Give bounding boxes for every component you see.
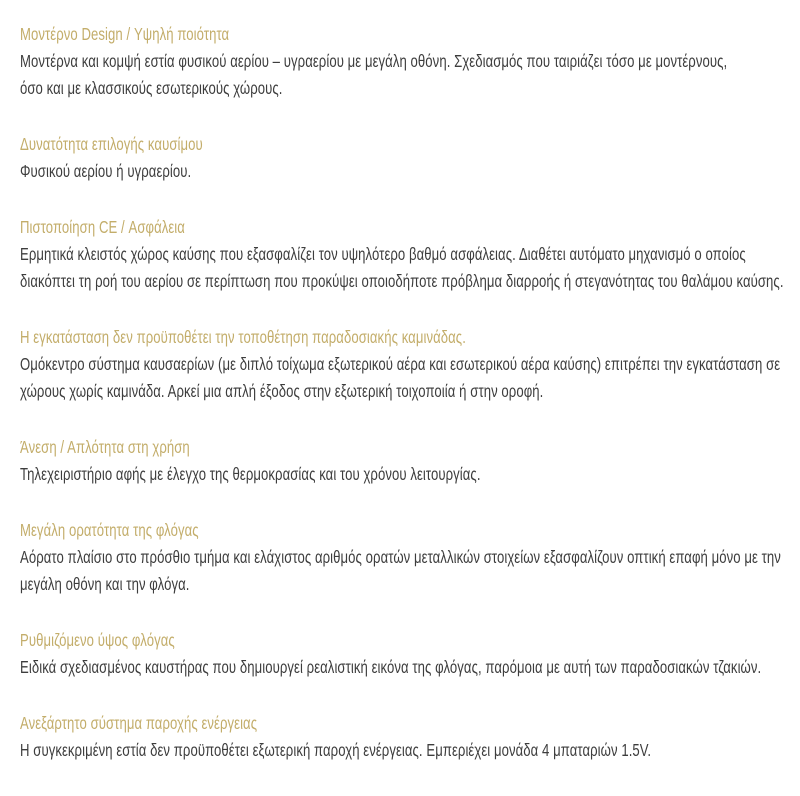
section-heading: Άνεση / Απλότητα στη χρήση	[20, 437, 190, 457]
feature-list	[20, 21, 800, 764]
section-heading: Ανεξάρτητο σύστημα παροχής ενέργειας	[20, 713, 258, 733]
section-independent-power-supply	[20, 710, 800, 764]
section-heading: Μεγάλη ορατότητα της φλόγας	[20, 520, 199, 540]
section-heading: Μοντέρνο Design / Υψηλή ποιότητα	[20, 24, 230, 44]
section-no-chimney-needed	[20, 324, 800, 405]
section-text-line: Μοντέρνα και κομψή εστία φυσικού αερίου – υγραερίου με μεγάλη οθόνη. Σχεδιασμός που ταιριάζει τόσο με μοντέρνους,	[20, 51, 728, 71]
section-flame-visibility	[20, 517, 800, 598]
section-heading: Δυνατότητα επιλογής καυσίμου	[20, 134, 203, 154]
section-text-line: Η συγκεκριμένη εστία δεν προϋποθέτει εξωτερική παροχή ενέργειας. Εμπεριέχει μονάδα 4 μπαταριών 1.5V.	[20, 740, 652, 760]
section-text-line: Αόρατο πλαίσιο στο πρόσθιο τμήμα και ελάχιστος αριθμός ορατών μεταλλικών στοιχείων εξασφαλίζουν οπτική επαφή μόνο με την	[20, 547, 781, 567]
section-adjustable-flame-height	[20, 627, 800, 681]
section-text-line: Φυσικού αερίου ή υγραερίου.	[20, 161, 192, 181]
section-text-line: Τηλεχειριστήριο αφής με έλεγχο της θερμοκρασίας και του χρόνου λειτουργίας.	[20, 464, 481, 484]
section-text-line: όσο και με κλασσικούς εσωτερικούς χώρους.	[20, 78, 283, 98]
section-heading: Πιστοποίηση CE / Ασφάλεια	[20, 217, 185, 237]
section-text-line: χώρους χωρίς καμινάδα. Αρκεί μια απλή έξοδος στην εξωτερική τοιχοποιία ή στην οροφή.	[20, 381, 544, 401]
section-text-line: διακόπτει τη ροή του αερίου σε περίπτωση που προκύψει οποιοδήποτε πρόβλημα διαρροής ή στεγανότητας του θαλάμου καύσης.	[20, 271, 784, 291]
section-text-line: μεγάλη οθόνη και την φλόγα.	[20, 574, 190, 594]
section-heading: Η εγκατάσταση δεν προϋποθέτει την τοποθέτηση παραδοσιακής καμινάδας.	[20, 327, 466, 347]
section-text-line: Ειδικά σχεδιασμένος καυστήρας που δημιουργεί ρεαλιστική εικόνα της φλόγας, παρόμοια με αυτή των παραδοσιακών τζακιών.	[20, 657, 762, 677]
section-text-line: Ερμητικά κλειστός χώρος καύσης που εξασφαλίζει τον υψηλότερο βαθμό ασφάλειας. Διαθέτει αυτόματο μηχανισμό ο οποίος	[20, 244, 746, 264]
section-text-line: Ομόκεντρο σύστημα καυσαερίων (με διπλό τοίχωμα εξωτερικού αέρα και εσωτερικού αέρα καύσης) επιτρέπει την εγκατάσταση σε	[20, 354, 781, 374]
section-ease-of-use	[20, 434, 800, 488]
section-modern-design	[20, 21, 800, 102]
section-ce-certification	[20, 214, 800, 295]
section-heading: Ρυθμιζόμενο ύψος φλόγας	[20, 630, 175, 650]
section-fuel-choice	[20, 131, 800, 185]
